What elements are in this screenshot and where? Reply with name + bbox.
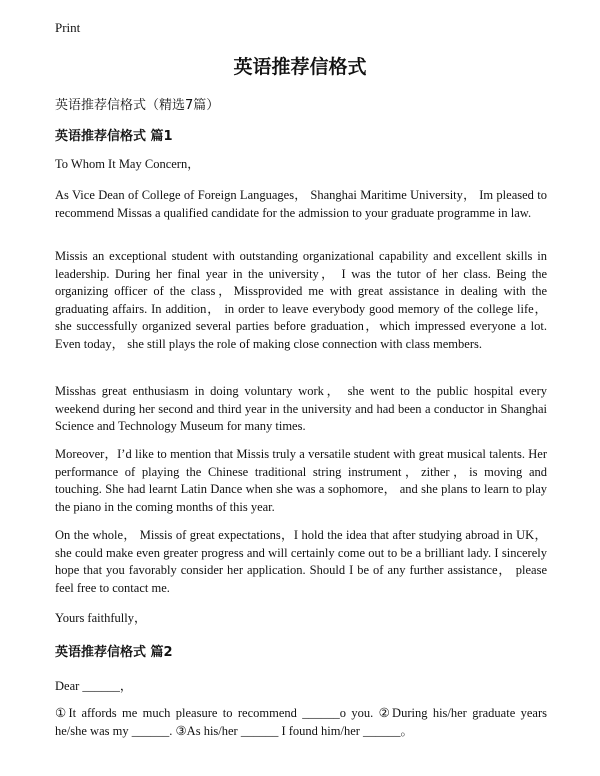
- section-2-greeting: Dear ______，: [55, 679, 133, 693]
- section-1-paragraph-intro: As Vice Dean of College of Foreign Languages， Shanghai Maritime University， Im pleased to recommend Missas a qualified candidate for the admission to your graduate programme in law.: [55, 188, 547, 220]
- print-link[interactable]: Print: [55, 20, 81, 35]
- page-subtitle: 英语推荐信格式（精选7篇）: [55, 98, 220, 113]
- section-1-paragraph-conclusion: On the whole， Missis of great expectations，I hold the idea that after studying abroad in UK， she could make even greater progress and will certainly come out to be a brilliant lady. I sincerely hope that you favorably consider her application. Should I be of any further assistance， please feel free to contact me.: [55, 528, 547, 595]
- section-1-paragraph-volunteer: Misshas great enthusiasm in doing voluntary work， she went to the public hospital every weekend during her second and third year in the university and had been a conductor in Shanghai Science and Technology Museum for many times.: [55, 384, 547, 433]
- section-1-heading: 英语推荐信格式 篇1: [55, 129, 173, 144]
- section-1-paragraph-leadership: Missis an exceptional student with outstanding organizational capability and excellent skills in leadership. During her final year in the university， I was the tutor of her class. Being the organizing officer of the class，Missprovided me with great assistance in dealing with the graduating affairs. In addition， in order to leave everybody good memory of the college life， she successfully organized several parties before graduation，which impressed everyone a lot. Even today， she still plays the role of making close connection with class members.: [55, 249, 547, 351]
- section-2-paragraph-1: ①It affords me much pleasure to recommend ______o you. ②During his/her graduate years he/she was my ______. ③As his/her ______ I found him/her ______。: [55, 706, 547, 738]
- page-title: 英语推荐信格式: [233, 56, 367, 78]
- section-1-paragraph-music: Moreover，I’d like to mention that Missis truly a versatile student with great musical talents. Her performance of playing the Chinese traditional string instrument，zither，is moving and touching. She had learnt Latin Dance when she was a sophomore， and she plans to learn to play the piano in the coming months of this year.: [55, 447, 547, 514]
- section-1-closing: Yours faithfully，: [55, 611, 147, 625]
- section-1-greeting: To Whom It May Concern，: [55, 157, 200, 171]
- section-2-heading: 英语推荐信格式 篇2: [55, 645, 173, 660]
